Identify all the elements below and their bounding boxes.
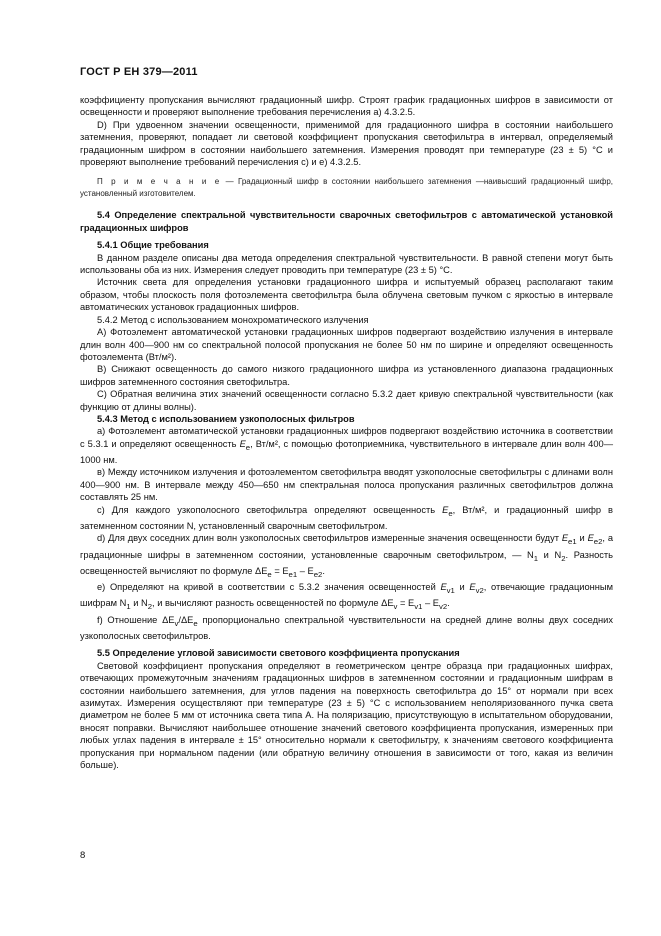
- item-e-text: и N: [130, 598, 148, 609]
- formula-text: = E: [271, 565, 289, 576]
- subscript: 2: [561, 553, 566, 563]
- note-label: П р и м е ч а н и е: [97, 177, 222, 187]
- section-5-4-2-item-b: В) Снижают освещенность до самого низкого градационного шифра из установленного диапазона градационных шифров затемненного состояния светофильтра.: [80, 364, 613, 387]
- subscript: v2: [438, 602, 448, 612]
- subscript: e: [193, 618, 198, 628]
- subscript: e1: [288, 569, 298, 579]
- section-5-4-2-item-c: С) Обратная величина этих значений освещенности согласно 5.3.2 дает кривую спектральной чувствительности (как функцию от длины волны).: [80, 389, 613, 412]
- item-c-text-1: с) Для каждого узкополосного светофильтра определяют освещенность: [97, 504, 443, 515]
- paragraph-item-d: D) При удвоенном значении освещенности, применимой для градационного шифра в состоянии наибольшего затемнения, проверяют, попадает ли световой коэффициент пропускания светофильтра в интервал, определяемый градационным шифром в состоянии наибольшего затемнения. Измерения проводят при температуре (23 ± 5) °С и проверяют выполнение требований перечисления с) и е) 4.3.2.5.: [80, 119, 613, 168]
- section-5-4-3-item-a: [80, 425, 613, 466]
- subscript: 1: [126, 602, 131, 612]
- section-5-5-paragraph: Световой коэффициент пропускания определяют в геометрическом центре образца при градационных шифрах, отвечающих промежуточным значениям градационных шифров в затемненном состоянии и градационным шифрам в состоянии наибольшего затемнения, для углов падения на поверхность светофильтра до 15° от нормали при всех азимутах. Измерения осуществляют при температуре (23 ± 5) °С с использованием неполяризованного пучка света диаметром не более 5 мм от источника света типа А. На поляризацию, присутствующую в испытательном оборудовании, вносят поправки. Вычисляют наибольшее отношение значений светового коэффициента пропускания, измеренных при любых углах падения в интервале ± 15° относительно нормали к светофильтру, к значениям светового коэффициента пропускания при нормальном падении (или обратную величину отношения в зависимости от того, какая из величин больше).: [80, 660, 613, 770]
- formula-text: = E: [397, 598, 415, 609]
- item-d-text: , а градационные шифры в затемненном состоянии, установленные сварочным светофильтром, — N: [80, 533, 613, 560]
- item-f-text: пропорционально спектральной чувствительности на средней длине волны двух соседних узкополосных светофильтров.: [80, 614, 613, 641]
- formula-text: , и вычисляют разность освещенностей по формуле ΔE: [152, 598, 394, 609]
- item-e-text: , отвечающие градационным шифрам N: [80, 582, 613, 609]
- section-5-4-3-heading: 5.4.3 Метод с использованием узкополосных фильтров: [97, 413, 355, 424]
- formula-text: .: [447, 598, 450, 609]
- section-5-4-2-item-a: А) Фотоэлемент автоматической установки градационных шифров подвергают воздействию излучения в интервале длин волн 400—900 нм со спектральной полосой пропускания не более 50 нм по ширине и определяют освещенность фотоэлемента (Вт/м²).: [80, 327, 613, 362]
- item-e-text: и: [454, 582, 470, 593]
- section-5-4-2-heading: 5.4.2 Метод с использованием монохроматического излучения: [97, 314, 369, 325]
- section-5-4-1-paragraph-2: Источник света для определения установки градационного шифра и испытуемый образец располагают таким образом, чтобы плоскость поля фотоэлемента светофильтра была облучена световым пучком с яркостью в интервале автоматических установок градационных шифров.: [80, 277, 613, 313]
- formula-text: . Разность освещенностей вычисляют по формуле ΔE: [80, 549, 613, 576]
- subscript: v1: [446, 585, 455, 595]
- note-text: — Градационный шифр в состоянии наибольшего затемнения —наивысший градационный шифр, установленный изготовителем.: [80, 177, 613, 198]
- symbol-e: E: [469, 582, 476, 593]
- subscript: e: [448, 508, 453, 518]
- section-5-4-3-item-d: [80, 532, 613, 581]
- subscript: v: [174, 618, 179, 628]
- subscript: e2: [313, 569, 323, 579]
- section-5-4-1-heading: 5.4.1 Общие требования: [97, 240, 209, 251]
- subscript: v2: [475, 585, 484, 595]
- item-a-text-1: а) Фотоэлемент автоматической установки градационных шифров подвергают воздействию источника в соответствии с 5.3.1 и определяют освещенность: [80, 426, 613, 449]
- item-a-text-2: , Вт/м², с помощью фотоприемника, чувствительного в интервале длин волн 400—1000 нм.: [80, 438, 613, 466]
- section-5-4-3-item-b: в) Между источником излучения и фотоэлементом светофильтра вводят узкополосные светофильтры с длинами волн 400—900 нм. В интервале между 450—650 нм спектральная полоса пропускания различных светофильтров должна составлять 25 нм.: [80, 467, 613, 503]
- item-c-text-2: , Вт/м², и градационный шифр в затемненном состоянии N, установленный сварочным светофильтром.: [80, 504, 613, 531]
- document-header: ГОСТ Р ЕН 379—2011: [80, 66, 198, 78]
- section-5-4-1-paragraph-1: В данном разделе описаны два метода определения спектральной чувствительности. В равной степени могут быть использованы оба из них. Измерения следует проводить при температуре (23 ± 5) °С.: [80, 252, 613, 276]
- formula-text: – E: [297, 565, 314, 576]
- formula-text: .: [322, 565, 325, 576]
- document-body: [80, 94, 613, 771]
- symbol-e: E: [587, 533, 594, 544]
- section-5-4-3-item-e: [80, 581, 613, 614]
- note: [80, 176, 613, 199]
- section-5-4-heading: 5.4 Определение спектральной чувствительности сварочных светофильтров с автоматической установкой градационных шифров: [80, 210, 613, 233]
- item-d-text: d) Для двух соседних длин волн узкополосных светофильтров измеренные значения освещенности будут: [97, 533, 562, 544]
- subscript: e1: [568, 537, 577, 547]
- subscript: 1: [533, 553, 539, 563]
- subscript: 2: [147, 602, 153, 612]
- page-number: 8: [80, 850, 86, 861]
- symbol-e: E: [239, 438, 246, 449]
- formula-text: – E: [422, 598, 439, 609]
- subscript: e2: [593, 537, 603, 547]
- subscript: v1: [414, 602, 423, 612]
- section-5-4-3-item-f: [80, 614, 613, 643]
- item-d-text: и N: [538, 549, 562, 560]
- subscript: e: [245, 442, 251, 452]
- item-f-text: /ΔE: [178, 614, 194, 625]
- section-5-5-heading: 5.5 Определение угловой зависимости светового коэффициента пропускания: [97, 648, 460, 659]
- symbol-e: E: [440, 582, 447, 593]
- item-f-text: f) Отношение ΔE: [97, 614, 175, 625]
- paragraph-continuation: коэффициенту пропускания вычисляют градационный шифр. Строят график градационных шифров в зависимости от освещенности и проверяют выполнение требования перечисления а) 4.3.2.5.: [80, 95, 613, 118]
- subscript: e: [267, 569, 272, 579]
- item-d-text: и: [576, 533, 588, 544]
- subscript: v: [393, 602, 398, 612]
- symbol-e: E: [561, 533, 569, 544]
- symbol-e: E: [442, 504, 449, 515]
- section-5-4-3-item-c: [80, 504, 613, 533]
- item-e-text: е) Определяют на кривой в соответствии с 5.3.2 значения освещенностей: [97, 582, 441, 593]
